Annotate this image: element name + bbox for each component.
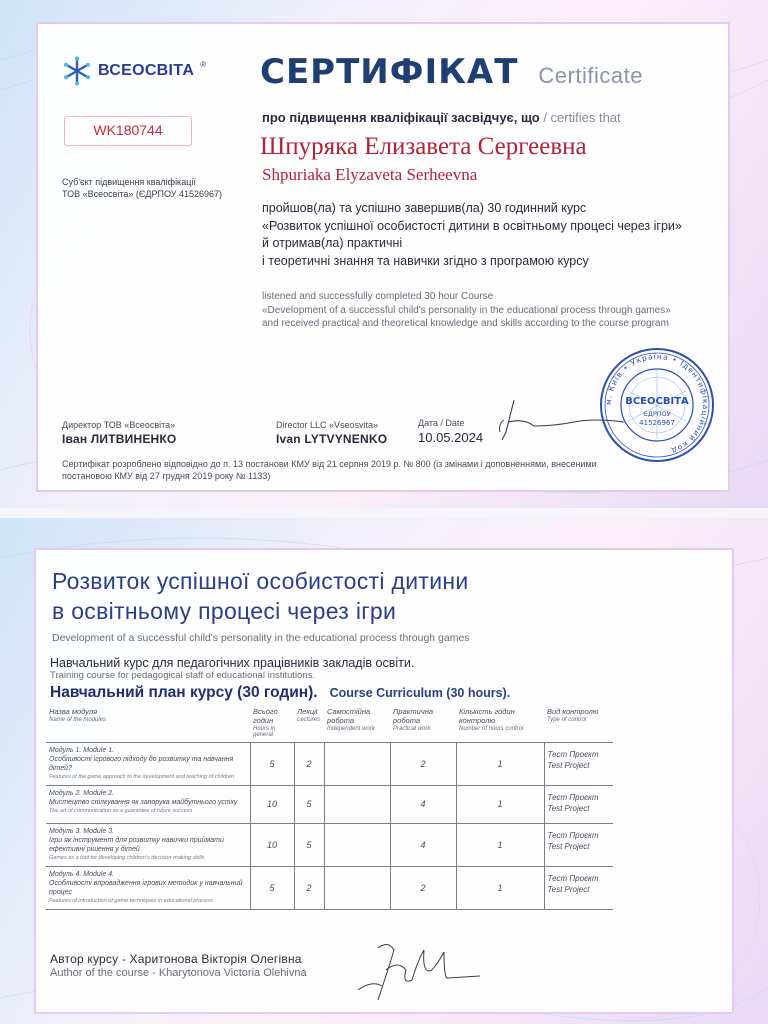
- control-type-cell: Тест Проєкт Test Project: [544, 785, 613, 823]
- header-independent: Самостійна робота Independent work: [324, 704, 390, 742]
- module-cell: Модуль 1. Module 1. Особливості ігрового підходу до розвитку та навчання дітей? Features of the game approach to the development and teaching of children: [46, 742, 250, 785]
- table-row: [46, 742, 613, 785]
- control-hours-cell: 1: [456, 866, 544, 909]
- independent-cell: [324, 742, 390, 785]
- stamp-center-text: ВСЕОСВІТА: [625, 396, 689, 407]
- logo-registered-mark: ®: [200, 59, 207, 69]
- director-ua-label: Директор ТОВ «Всеосвіта»: [62, 420, 176, 430]
- course-description-ua: [262, 200, 682, 270]
- subject-info: [62, 176, 252, 200]
- title-ua: СЕРТИФІКАТ: [260, 52, 519, 92]
- course-line-en: «Development of a successful child's personality in the educational process through games»: [262, 304, 671, 316]
- total-cell: 10: [250, 823, 294, 866]
- table-row: [46, 866, 613, 909]
- practical-cell: 2: [390, 866, 456, 909]
- attests-ua: про підвищення кваліфікації засвідчує, що: [262, 110, 540, 125]
- course-line: й отримав(ла) практичні: [262, 236, 403, 250]
- header-module: Назва модуля Name of the modules: [46, 704, 250, 742]
- total-cell: 5: [250, 742, 294, 785]
- table-header-row: [46, 704, 613, 742]
- plan-heading-en: Course Curriculum (30 hours).: [329, 686, 511, 700]
- course-line: «Розвиток успішної особистості дитини в освітньому процесі через ігри»: [262, 218, 682, 233]
- table-row: [46, 785, 613, 823]
- header-control-type: Вид контролю Type of control: [544, 704, 613, 742]
- control-type-cell: Тест Проєкт Test Project: [544, 823, 613, 866]
- attests-en: / certifies that: [543, 110, 621, 125]
- date-block: [418, 418, 483, 445]
- audience-ua: Навчальний курс для педагогічних працівників закладів освіти.: [50, 656, 415, 670]
- independent-cell: [324, 823, 390, 866]
- audience-en: Training course for pedagogical staff of educational institutions.: [50, 670, 316, 681]
- independent-cell: [324, 866, 390, 909]
- total-cell: 5: [250, 866, 294, 909]
- official-stamp: [598, 346, 716, 464]
- control-type-cell: Тест Проєкт Test Project: [544, 866, 613, 909]
- curriculum-table: [46, 704, 613, 910]
- course-author-en: Author of the course - Kharytonova Victoria Olehivna: [50, 967, 307, 979]
- page-separator: [0, 508, 768, 518]
- practical-cell: 4: [390, 785, 456, 823]
- snowflake-logo-icon: [62, 56, 92, 86]
- module-cell: Модуль 4. Module 4. Особливості впровадження ігрових методик у навчальний процес Features of introduction of game techniques in educational process: [46, 866, 250, 909]
- recipient-name-en: Shpuriaka Elyzaveta Serheevna: [262, 165, 478, 184]
- title-en: Certificate: [538, 63, 643, 88]
- lectures-cell: 2: [294, 742, 324, 785]
- date-label: Дата / Date: [418, 418, 465, 428]
- course-line-en: and received practical and theoretical knowledge and skills according to the course program: [262, 318, 669, 329]
- table-row: [46, 823, 613, 866]
- attests-line: [262, 110, 621, 125]
- total-cell: 10: [250, 785, 294, 823]
- course-line-en: listened and successfully completed 30 hour Course: [262, 291, 494, 302]
- course-line: і теоретичні знання та навички згідно з програмою курсу: [262, 253, 589, 268]
- director-ua-name: Іван ЛИТВИНЕНКО: [62, 432, 177, 446]
- date-value: 10.05.2024: [418, 430, 484, 445]
- vseosvita-logo: [62, 56, 206, 86]
- director-en-block: [276, 420, 387, 446]
- certificate-title: [260, 52, 643, 92]
- control-type-cell: Тест Проєкт Test Project: [544, 742, 613, 785]
- subject-line: Суб'єкт підвищення кваліфікації: [62, 177, 196, 187]
- header-practical: Практична робота Practical work: [390, 704, 456, 742]
- stamp-code-value: 41526967: [639, 419, 675, 427]
- practical-cell: 2: [390, 742, 456, 785]
- plan-heading: [50, 684, 510, 702]
- control-hours-cell: 1: [456, 823, 544, 866]
- legal-footnote: Сертифікат розроблено відповідно до п. 13 постанови КМУ від 21 серпня 2019 р. № 800 (із змінами і доповненнями, внесеними постановою КМУ від 27 грудня 2019 року № 1133): [62, 459, 597, 481]
- curriculum-title-en: Development of a successful child's personality in the educational process through games: [52, 632, 470, 644]
- course-line: пройшов(ла) та успішно завершив(ла) 30 годинний курс: [262, 201, 587, 215]
- lectures-cell: 5: [294, 823, 324, 866]
- course-author-ua: Автор курсу - Харитонова Вікторія Олегівна: [50, 952, 302, 966]
- author-signature: [348, 930, 488, 1010]
- stamp-code-label: ЄДРПОУ: [643, 410, 671, 418]
- certificate-id: WK180744: [64, 116, 192, 146]
- director-en-name: Ivan LYTVYNENKO: [276, 432, 388, 446]
- lectures-cell: 5: [294, 785, 324, 823]
- control-hours-cell: 1: [456, 742, 544, 785]
- header-control-hours: Кількість годин контролю Number of hours control: [456, 704, 544, 742]
- lectures-cell: 2: [294, 866, 324, 909]
- curriculum-title-line: Розвиток успішної особистості дитини: [52, 568, 469, 594]
- plan-heading-ua: Навчальний план курсу (30 годин).: [50, 684, 318, 701]
- control-hours-cell: 1: [456, 785, 544, 823]
- subject-line: ТОВ «Всеосвіта» (ЄДРПОУ 41526967): [62, 189, 223, 199]
- stamp-outer-text: м. Київ • Україна • Ідентифікаційний код: [603, 351, 711, 456]
- header-lectures: Лекції Lectures: [294, 704, 324, 742]
- logo-text: ВСЕОСВІТА: [98, 62, 195, 79]
- module-cell: Модуль 2. Module 2. Мистецтво спілкування як запорука майбутнього успіху The art of communication as a guarantee of future success: [46, 785, 250, 823]
- course-description-en: [262, 290, 671, 331]
- curriculum-title-ua: [52, 566, 469, 626]
- module-cell: Модуль 3. Module 3. Ігри як інструмент для розвитку навички приймати ефективні рішення у дітей Games as a tool for developing children's decision-making skills: [46, 823, 250, 866]
- independent-cell: [324, 785, 390, 823]
- curriculum-title-line: в освітньому процесі через ігри: [52, 598, 397, 624]
- director-ua-block: [62, 420, 176, 446]
- practical-cell: 4: [390, 823, 456, 866]
- header-total: Всього годин Hours in general: [250, 704, 294, 742]
- director-en-label: Director LLC «Vseosvita»: [276, 420, 379, 430]
- recipient-name-ua: Шпуряка Елизавета Сергеевна: [260, 133, 587, 160]
